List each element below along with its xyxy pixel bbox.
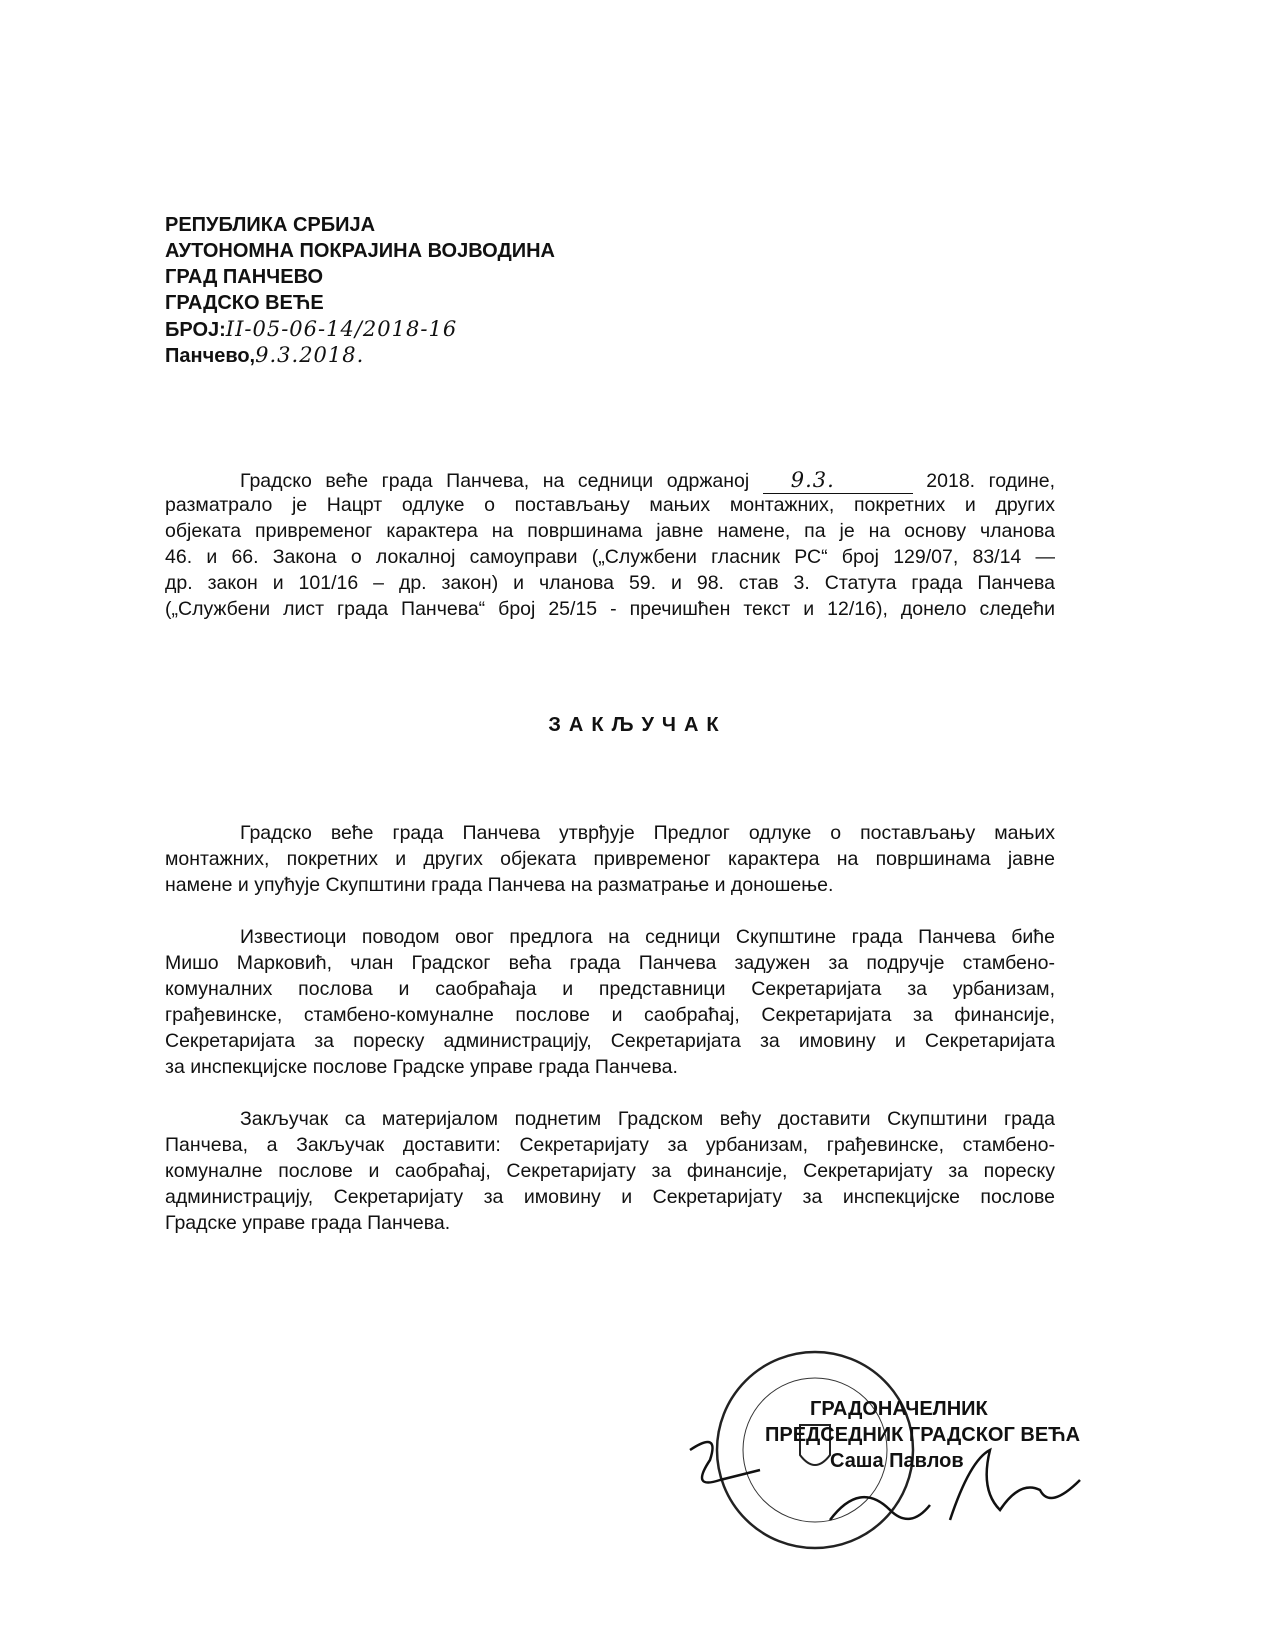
paragraph-line: Закључак са материјалом поднетим Градском већу доставити Скупштини града — [240, 1108, 1055, 1130]
number-handwritten: II-05-06-14/2018-16 — [225, 317, 458, 341]
intro-line: 46. и 66. Закона о локалној самоуправи („Службени гласник РС“ број 129/07, 83/14 — — [165, 546, 1055, 568]
paragraph-line: комуналне послове и саобраћај, Секретаријату за финансије, Секретаријату за пореску — [165, 1160, 1055, 1182]
paragraph-line: Известиоци поводом овог предлога на седници Скупштине града Панчева биће — [240, 926, 1055, 948]
intro-text: 2018. године, — [926, 470, 1056, 492]
place-date — [165, 342, 364, 369]
intro-line: др. закон и 101/16 – др. закон) и чланова 59. и 98. став 3. Статута града Панчева — [165, 572, 1055, 594]
header-line: ГРАДСКО ВЕЋЕ — [165, 292, 324, 314]
document-title: ЗАКЉУЧАК — [548, 714, 727, 736]
paragraph-line: монтажних, покретних и других објеката привременог карактера на површинама јавне — [165, 848, 1055, 870]
date-handwritten: 9.3.2018. — [255, 343, 365, 367]
paragraph-line: Панчева, а Закључак доставити: Секретаријату за урбанизам, грађевинске, стамбено- — [165, 1134, 1055, 1156]
header-line: ГРАД ПАНЧЕВО — [165, 266, 324, 288]
number-label: БРОЈ: — [165, 319, 226, 341]
paragraph-line: Градско веће града Панчева утврђује Предлог одлуке о постављању мањих — [240, 822, 1055, 844]
paragraph-line: грађевинске, стамбено-комуналне послове и саобраћај, Секретаријата за финансије, — [165, 1004, 1055, 1026]
date-handwritten: 9.3. — [790, 468, 835, 492]
paragraph-line: администрацију, Секретаријату за имовину и Секретаријату за инспекцијске послове — [165, 1186, 1055, 1208]
signatory-name: Саша Павлов — [830, 1450, 964, 1472]
paragraph-line: Градске управе града Панчева. — [165, 1212, 451, 1234]
paragraph-line: комуналних послова и саобраћаја и представници Секретаријата за урбанизам, — [165, 978, 1055, 1000]
signature-title: ГРАДОНАЧЕЛНИК — [810, 1398, 988, 1420]
document-number — [165, 316, 457, 343]
paragraph-line: за инспекцијске послове Градске управе града Панчева. — [165, 1056, 678, 1078]
intro-line: („Службени лист града Панчева“ број 25/15 - пречишћен текст и 12/16), донело следећи — [165, 598, 1055, 620]
paragraph-line: Мишо Марковић, члан Градског већа града Панчева задужен за подручје стамбено- — [165, 952, 1055, 974]
intro-line — [240, 468, 1055, 494]
date-blank — [763, 468, 913, 494]
signature-title: ПРЕДСЕДНИК ГРАДСКОГ ВЕЋА — [765, 1424, 1081, 1446]
header-line: РЕПУБЛИКА СРБИЈА — [165, 214, 376, 236]
intro-line: објеката привременог карактера на површинама јавне намене, па је на основу чланова — [165, 520, 1055, 542]
handwritten-signature — [680, 1410, 1100, 1550]
paragraph-line: Секретаријата за пореску администрацију, Секретаријата за имовину и Секретаријата — [165, 1030, 1055, 1052]
intro-line: разматрало је Нацрт одлуке о постављању мањих монтажних, покретних и других — [165, 494, 1055, 516]
place-label: Панчево, — [165, 345, 256, 367]
header-line: АУТОНОМНА ПОКРАЈИНА ВОЈВОДИНА — [165, 240, 555, 262]
paragraph-line: намене и упућује Скупштини града Панчева на разматрање и доношење. — [165, 874, 834, 896]
intro-text: Градско веће града Панчева, на седници одржаној — [240, 470, 750, 492]
